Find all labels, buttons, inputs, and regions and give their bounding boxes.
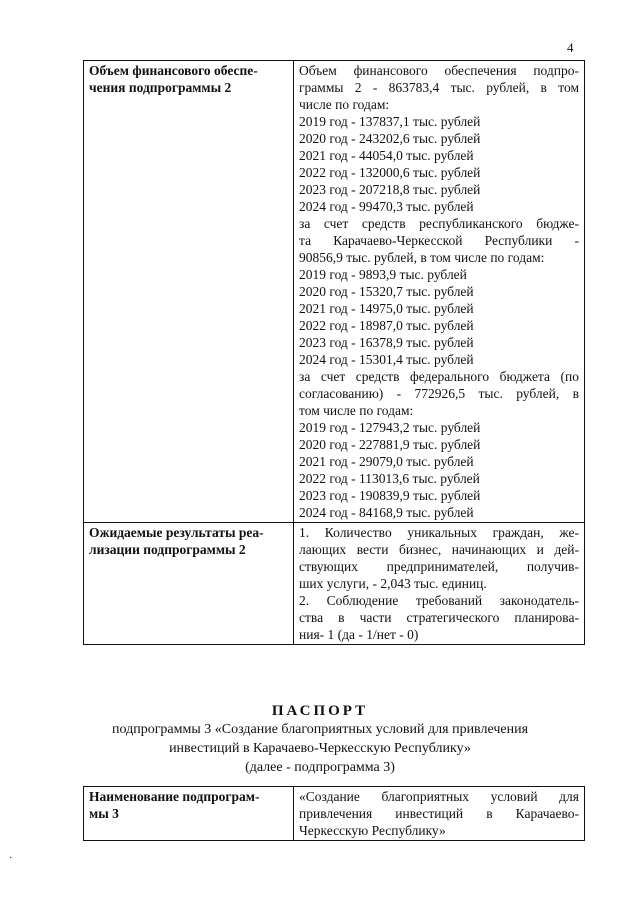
finance-intro-line: числе по годам: <box>299 97 390 112</box>
federal-year-line: 2023 год - 190839,9 тыс. рублей <box>299 488 481 503</box>
name-value <box>294 787 585 841</box>
republic-budget-line: за счет средств республиканского бюдже- <box>299 216 579 231</box>
results-value <box>294 523 585 645</box>
republic-year-line: 2019 год - 9893,9 тыс. рублей <box>299 267 467 282</box>
results-line: 2. Соблюдение требований законодатель- <box>299 593 579 608</box>
federal-year-line: 2022 год - 113013,6 тыс. рублей <box>299 471 480 486</box>
total-year-line: 2022 год - 132000,6 тыс. рублей <box>299 165 481 180</box>
federal-year-line: 2021 год - 29079,0 тыс. рублей <box>299 454 474 469</box>
passport-subtitle-line: подпрограммы 3 «Создание благоприятных условий для привлечения <box>111 722 529 737</box>
passport-title: ПАСПОРТ <box>271 703 369 719</box>
total-year-line: 2019 год - 137837,1 тыс. рублей <box>299 114 481 129</box>
finance-label <box>84 61 294 523</box>
republic-budget-line: 90856,9 тыс. рублей, в том числе по годам: <box>299 250 545 265</box>
republic-year-line: 2024 год - 15301,4 тыс. рублей <box>299 352 474 367</box>
federal-year-line: 2019 год - 127943,2 тыс. рублей <box>299 420 481 435</box>
total-year-line: 2021 год - 44054,0 тыс. рублей <box>299 148 474 163</box>
finance-label-line: Объем финансового обеспе- <box>89 63 258 78</box>
results-line: ства в части стратегического планирова- <box>299 610 579 625</box>
results-label-line: лизации подпрограммы 2 <box>89 542 246 557</box>
results-line: ших услуги, - 2,043 тыс. единиц. <box>299 576 487 591</box>
name-line: «Создание благоприятных условий для <box>299 789 579 804</box>
republic-year-line: 2022 год - 18987,0 тыс. рублей <box>299 318 474 333</box>
results-line: ния- 1 (да - 1/нет - 0) <box>299 627 419 642</box>
results-line: 1. Количество уникальных граждан, же- <box>299 525 579 540</box>
results-row <box>84 523 585 645</box>
federal-budget-line: согласованию) - 772926,5 тыс. рублей, в <box>299 386 579 401</box>
passport-subtitle-line: инвестиций в Карачаево-Черкесскую Республику» <box>169 741 471 756</box>
subprogram-3-table <box>83 786 585 841</box>
results-label-line: Ожидаемые результаты реа- <box>89 525 264 540</box>
total-year-line: 2020 год - 243202,6 тыс. рублей <box>299 131 481 146</box>
federal-year-line: 2020 год - 227881,9 тыс. рублей <box>299 437 481 452</box>
name-line: привлечения инвестиций в Карачаево- <box>299 806 579 821</box>
finance-intro-line: Объем финансового обеспечения подпро- <box>299 63 579 78</box>
name-label-line: мы 3 <box>89 806 119 821</box>
finance-intro-line: граммы 2 - 863783,4 тыс. рублей, в том <box>299 80 579 95</box>
finance-row <box>84 61 585 523</box>
page-number: 4 <box>567 40 574 55</box>
passport-subtitle-line: (далее - подпрограмма 3) <box>245 760 395 775</box>
name-line: Черкесскую Республику» <box>299 823 446 838</box>
results-label <box>84 523 294 645</box>
name-row <box>84 787 585 841</box>
republic-year-line: 2021 год - 14975,0 тыс. рублей <box>299 301 474 316</box>
republic-year-line: 2020 год - 15320,7 тыс. рублей <box>299 284 474 299</box>
name-label <box>84 787 294 841</box>
republic-budget-line: та Карачаево-Черкесской Республики - <box>299 233 579 248</box>
republic-year-line: 2023 год - 16378,9 тыс. рублей <box>299 335 474 350</box>
total-year-line: 2024 год - 99470,3 тыс. рублей <box>299 199 474 214</box>
name-label-line: Наименование подпрограм- <box>89 789 260 804</box>
finance-label-line: чения подпрограммы 2 <box>89 80 232 95</box>
federal-year-line: 2024 год - 84168,9 тыс. рублей <box>299 505 474 520</box>
subprogram-2-table <box>83 60 585 645</box>
results-line: ствующих предпринимателей, получив- <box>299 559 579 574</box>
total-year-line: 2023 год - 207218,8 тыс. рублей <box>299 182 481 197</box>
margin-mark: · <box>9 853 13 864</box>
federal-budget-line: том числе по годам: <box>299 403 414 418</box>
results-line: лающих вести бизнес, начинающих и дей- <box>299 542 579 557</box>
federal-budget-line: за счет средств федерального бюджета (по <box>299 369 579 384</box>
finance-value <box>294 61 585 523</box>
passport-subtitle <box>0 720 640 777</box>
